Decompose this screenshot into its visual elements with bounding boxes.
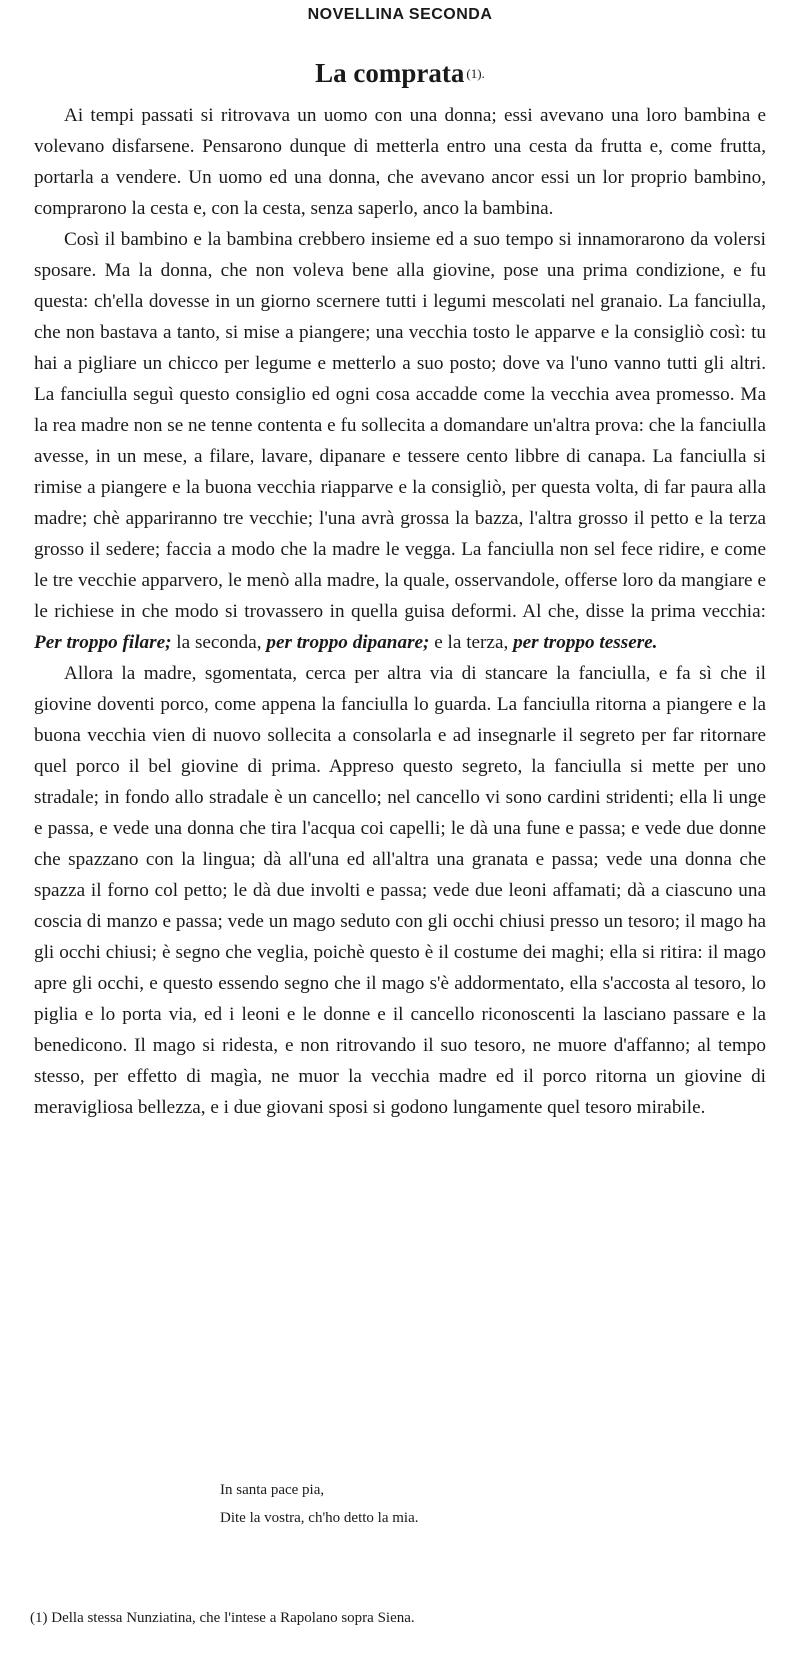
footnote-reference: (1). (466, 66, 485, 81)
story-title (34, 58, 766, 89)
closing-verse (220, 1476, 418, 1532)
quote-first-old-woman: Per troppo filare; (34, 632, 172, 653)
paragraph-2-text: Così il bambino e la bambina crebbero insieme ed a suo tempo si innamorarono da volersi sposare. Ma la donna, che non voleva bene alla giovine, pose una prima condizione, e fu questa: ch'ella dovesse in un giorno scernere tutti i legumi mescolati nel granaio. La fanciulla, che non bastava a tanto, si mise a piangere; una vecchia tosto le apparve e la consigliò così: tu hai a pigliare un chicco per legume e metterlo a suo posto; dove va l'uno vanno tutti gli altri. La fanciulla seguì questo consiglio ed ogni cosa accadde come la vecchia avea promesso. Ma la rea madre non se ne tenne contenta e fu sollecita a domandare un'altra prova: che la fanciulla avesse, in un mese, a filare, lavare, dipanare e tessere cento libbre di canapa. La fanciulla si rimise a piangere e la buona vecchia riapparve e la consigliò, per questa volta, di far paura alla madre; chè appariranno tre vecchie; l'una avrà grossa la bazza, l'altra grosso il petto e la terza grosso il sedere; faccia a modo che la madre le vegga. La fanciulla non sel fece ridire, e come le tre vecchie apparvero, le menò alla madre, la quale, osservandole, offerse loro da mangiare e le richiese in che modo si trovassero in quella guisa deformi. Al che, disse la prima vecchia: (34, 229, 766, 622)
paragraph-3: Allora la madre, sgomentata, cerca per altra via di stancare la fanciulla, e fa sì che il giovine doventi porco, come appena la fanciulla lo guarda. La fanciulla ritorna a piangere e la buona vecchia vien di nuovo sollecita a consolarla e ad insegnarle il segreto per far ritornare quel porco il bel giovine di prima. Appreso questo segreto, la fanciulla si mette per uno stradale; in fondo allo stradale è un cancello; nel cancello vi sono cardini stridenti; ella li unge e passa, e vede una donna che tira l'acqua coi capelli; le dà una fune e passa; e vede due donne che spazzano con la lingua; dà all'una ed all'altra una granata e passa; vede una donna che spazza il forno col petto; le dà due involti e passa; vede due leoni affamati; dà a ciascuno una coscia di manzo e passa; vede un mago seduto con gli occhi chiusi presso un tesoro; il mago ha gli occhi chiusi; è segno che veglia, poichè questo è il costume dei maghi; ella si ritira: il mago apre gli occhi, e questo essendo segno che il mago s'è addormentato, ella s'accosta al tesoro, lo piglia e lo porta via, ed i leoni e le donne e il cancello riconoscenti la lasciano passare e la benedicono. Il mago si ridesta, e non ritrovando il suo tesoro, ne muore d'affanno; al tempo stesso, per effetto di magìa, ne muor la vecchia madre ed il porco ritorna un giovine di meravigliosa bellezza, e i due giovani sposi si godono lungamente quel tesoro mirabile. (34, 663, 766, 1118)
verse-line-1: In santa pace pia, (220, 1482, 325, 1498)
dialogue-connector-2: e la terza, (429, 632, 514, 653)
story-body (34, 100, 766, 1123)
story-title-text: La comprata (315, 58, 465, 88)
running-head: NOVELLINA SECONDA (307, 6, 493, 23)
quote-second-old-woman: per troppo dipanare; (266, 632, 430, 653)
footnote: (1) Della stessa Nunziatina, che l'intese a Rapolano sopra Siena. (30, 1610, 415, 1626)
quote-third-old-woman: per troppo tessere. (513, 632, 658, 653)
book-page (30, 0, 766, 1656)
verse-line-2: Dite la vostra, ch'ho detto la mia. (220, 1510, 419, 1526)
paragraph-2 (34, 224, 766, 658)
paragraph-1: Ai tempi passati si ritrovava un uomo con una donna; essi avevano una loro bambina e volevano disfarsene. Pensarono dunque di metterla entro una cesta da frutta e, come frutta, portarla a vendere. Un uomo ed una donna, che avevano ancor essi un lor proprio bambino, comprarono la cesta e, con la cesta, senza saperlo, anco la bambina. (34, 105, 766, 219)
dialogue-connector-1: la seconda, (171, 632, 267, 653)
